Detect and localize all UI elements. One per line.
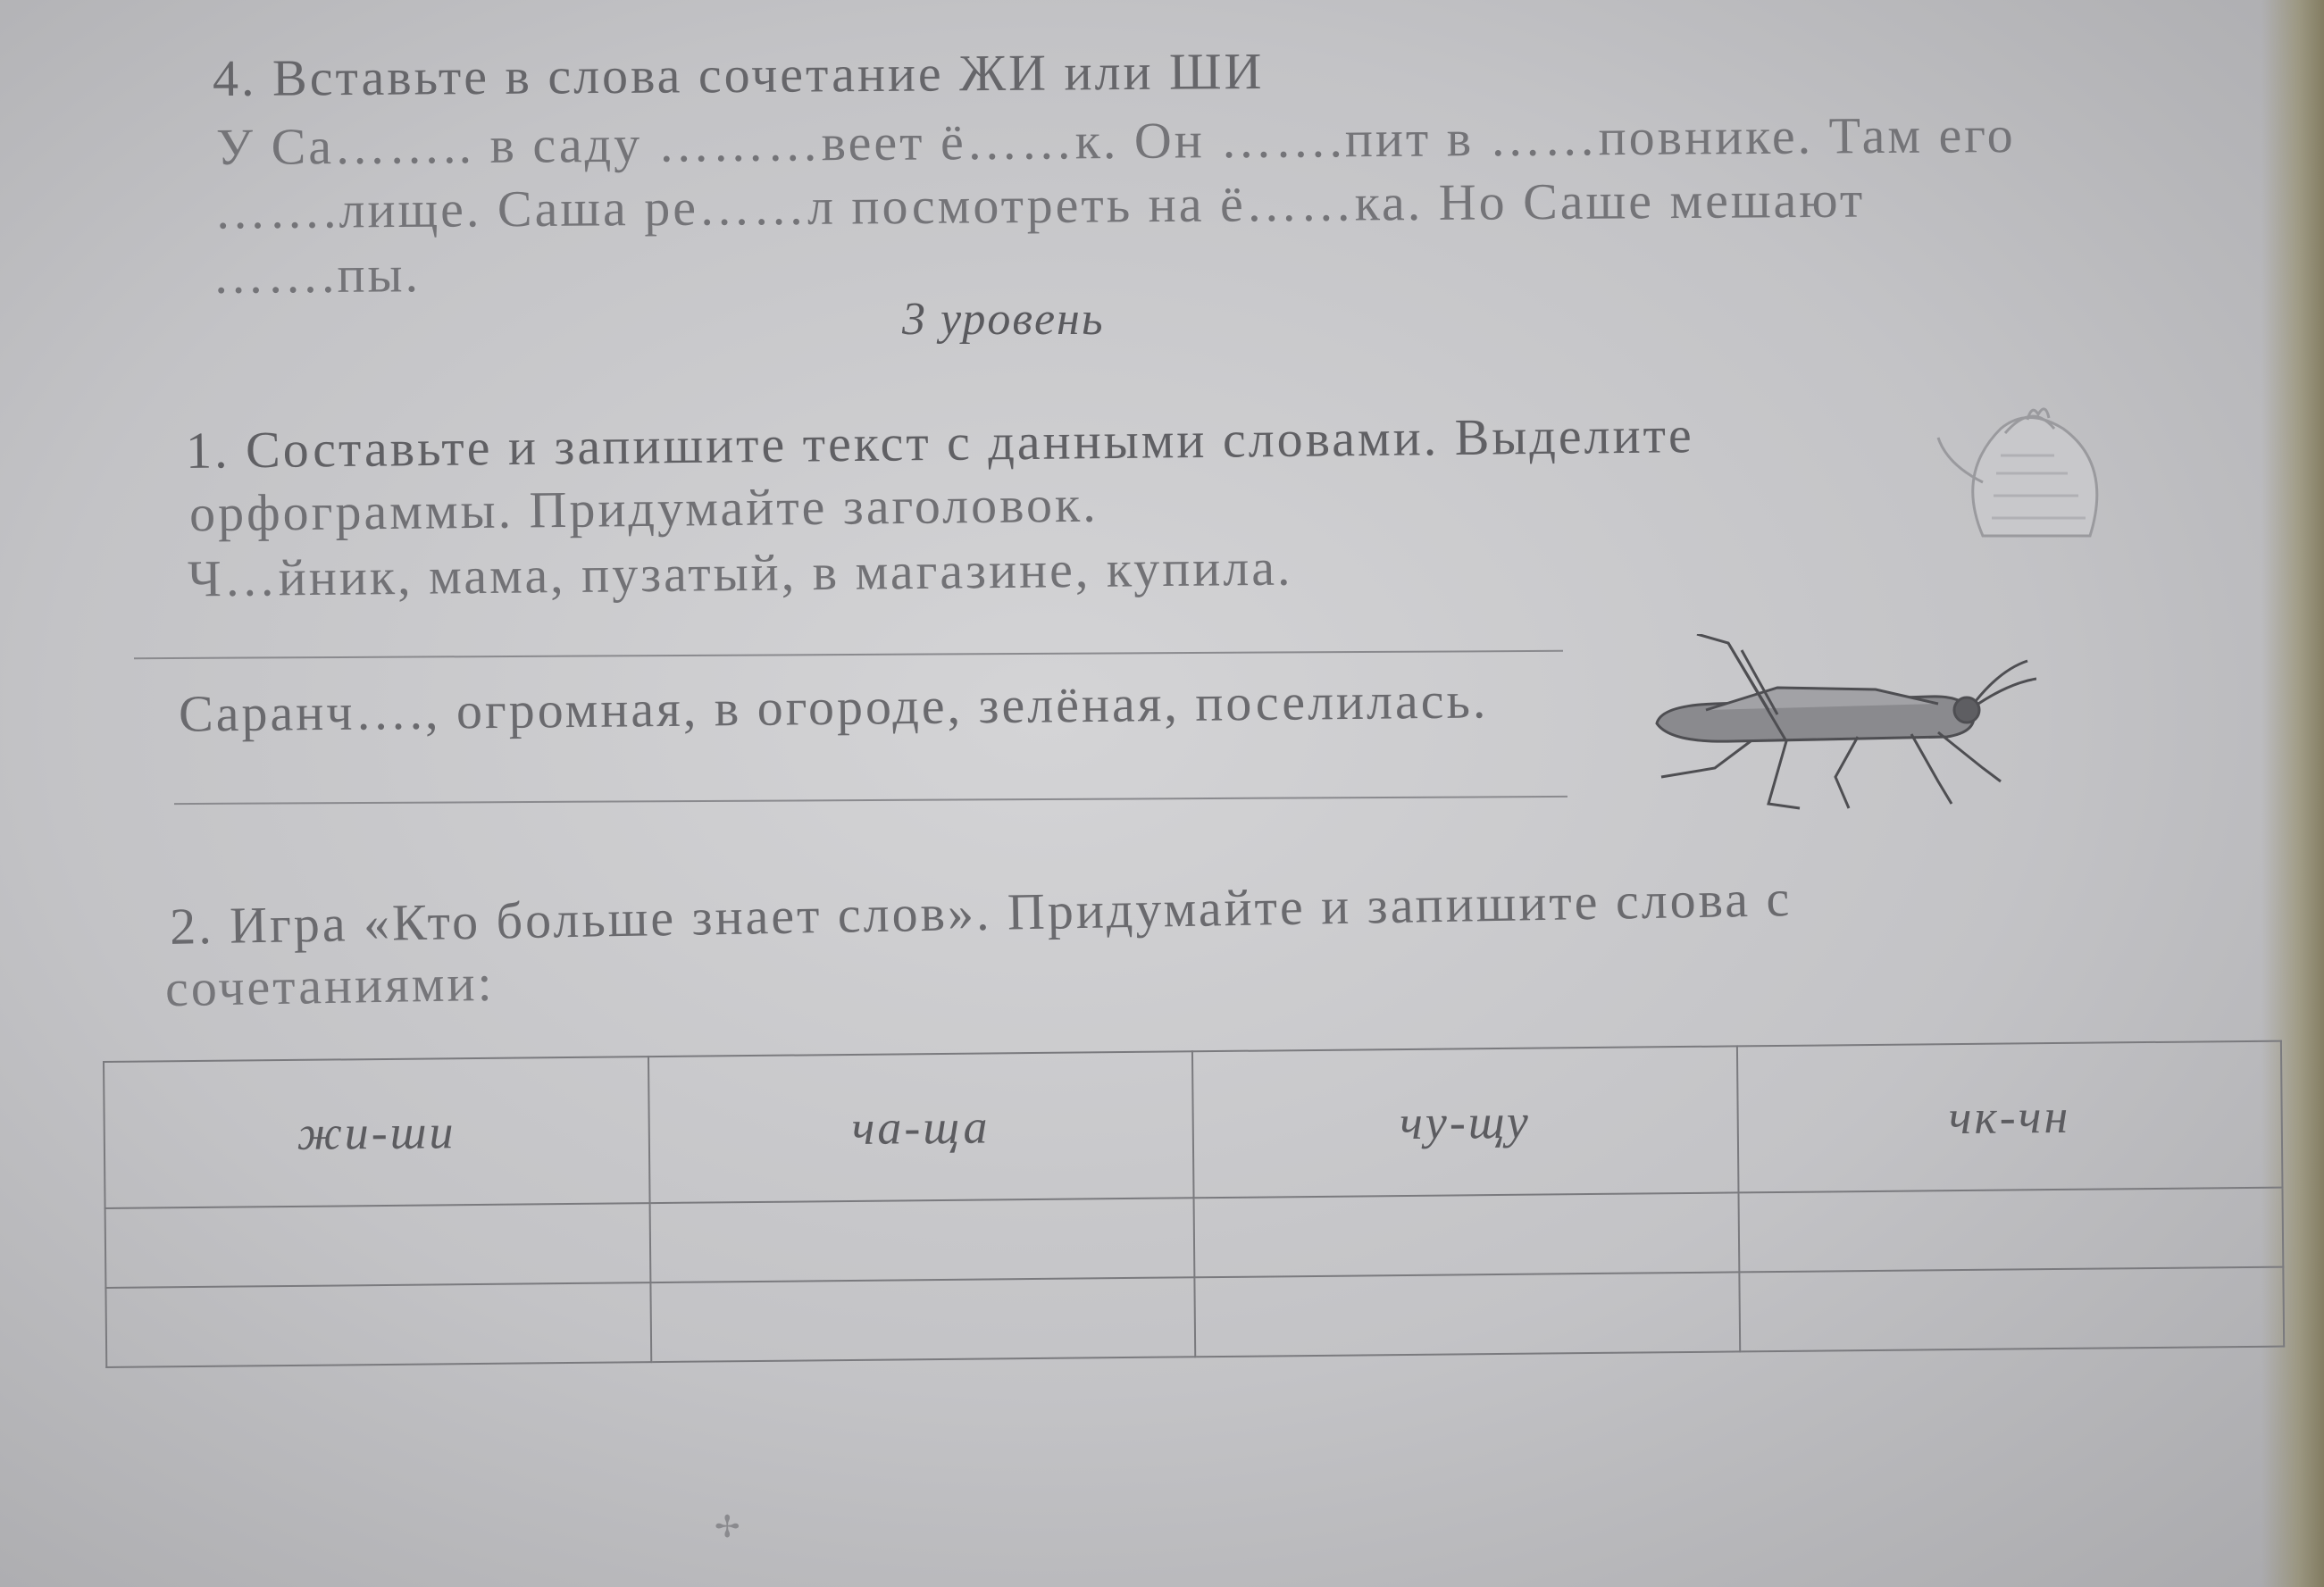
table-cell[interactable] [650, 1277, 1195, 1362]
table-cell[interactable] [105, 1282, 650, 1367]
task4-line-2: …….лище. Саша ре……л посмотреть на ё……ка. Но Саше мешают [213, 170, 1866, 240]
task2-subtitle: сочетаниями: [164, 953, 496, 1018]
task1-subtitle: орфограммы. Придумайте заголовок. [188, 474, 1099, 543]
table-cell[interactable] [105, 1203, 650, 1288]
task4-title: 4. Вставьте в слова сочетание ЖИ или ШИ [212, 41, 1265, 108]
header-chu-shchu: чу-щу [1192, 1046, 1738, 1198]
task1-words-teapot: Ч…йник, мама, пузатый, в магазине, купила. [187, 538, 1293, 608]
table-cell[interactable] [1738, 1188, 2283, 1273]
answer-line-1[interactable] [134, 650, 1563, 659]
task1-words-locust: Саранч…., огромная, в огороде, зелёная, поселилась. [178, 671, 1489, 743]
table-cell[interactable] [1194, 1272, 1739, 1357]
combinations-table [103, 1040, 2303, 1387]
teapot-icon [1920, 366, 2135, 545]
table-cell[interactable] [1739, 1267, 2284, 1352]
header-cha-shcha: ча-ща [648, 1051, 1193, 1203]
task4-line-1: У Са…….. в саду ………веет ё……к. Он …….пит в ……повнике. Там его [215, 104, 2016, 177]
task4-line-3: …….пы. [212, 245, 422, 305]
task2-title: 2. Игра «Кто больше знает слов». Придумайте и запишите слова с [169, 869, 1793, 956]
pencil-mark: ✢ [715, 1511, 740, 1544]
level-heading: 3 уровень [902, 294, 1105, 345]
table-cell[interactable] [1194, 1192, 1739, 1277]
answer-line-2[interactable] [174, 796, 1567, 805]
task1-title: 1. Составьте и запишите текст с данными словами. Выделите [185, 405, 1694, 480]
header-chk-chn: чк-чн [1736, 1041, 2282, 1193]
table-cell[interactable] [649, 1198, 1194, 1282]
header-zhi-shi: жи-ши [104, 1057, 649, 1208]
grasshopper-icon [1643, 634, 2036, 813]
